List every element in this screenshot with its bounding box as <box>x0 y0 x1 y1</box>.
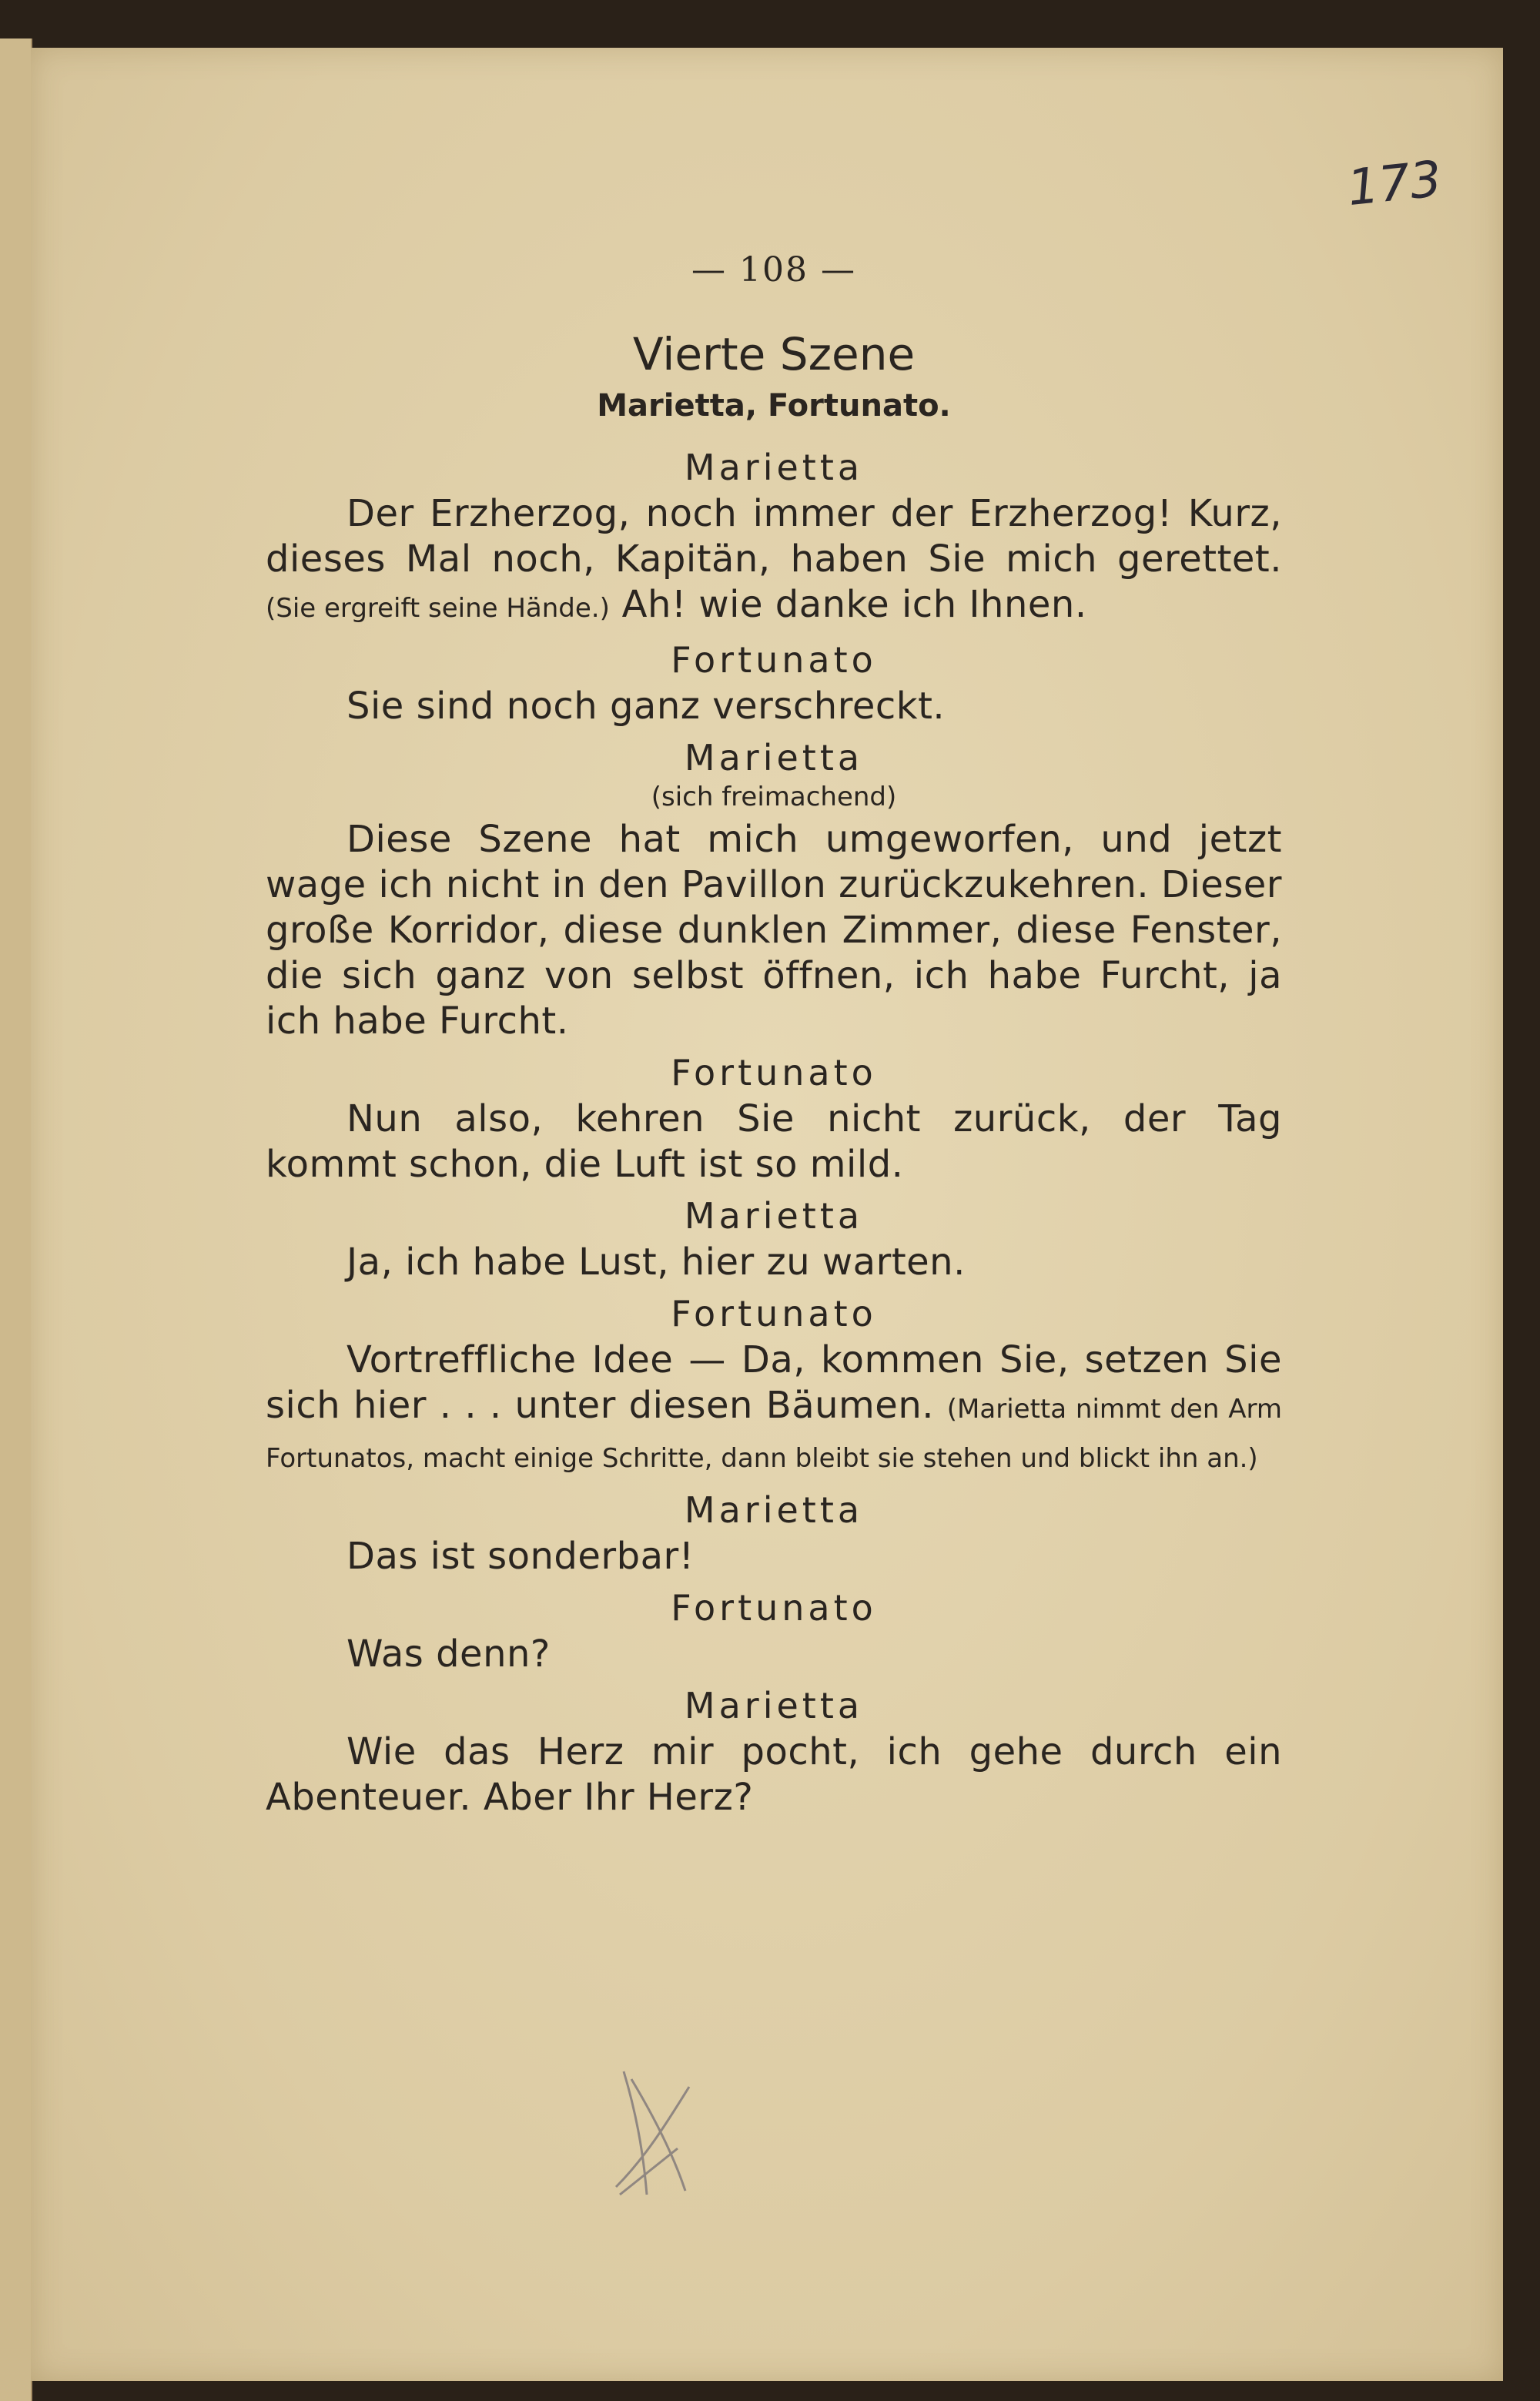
speech-text <box>266 684 1282 729</box>
speaker-name: Fortunato <box>671 639 877 681</box>
folio-number: 173 <box>1344 150 1445 218</box>
speech-text <box>266 1338 1282 1482</box>
speech-text <box>266 1632 1282 1677</box>
speech-segment: Diese Szene hat mich umgeworfen, und jetzt wage ich nicht in den Pavillon zurückzukehren. Dieser große Korridor, diese dunklen Zimmer, diese Fenster, die sich ganz von selbst öffnen, ich habe Furcht, ja ich habe Furcht. <box>266 818 1282 1043</box>
speech-text <box>266 491 1282 631</box>
dialogue <box>266 447 1282 1820</box>
speech-segment: Ja, ich habe Lust, hier zu warten. <box>346 1241 966 1284</box>
speech-segment: Nun also, kehren Sie nicht zurück, der Tag kommt schon, die Luft ist so mild. <box>266 1097 1282 1186</box>
speech-segment: Was denn? <box>346 1632 551 1676</box>
speech-segment: Sie sind noch ganz verschreckt. <box>346 685 946 728</box>
speaker-name: Fortunato <box>671 1587 877 1629</box>
speaker-name: Marietta <box>684 1195 864 1237</box>
speech-text <box>266 1240 1282 1285</box>
handwritten-mark <box>601 2064 708 2202</box>
speech-segment: Vortreffliche Idee — Da, kommen Sie, setzen Sie sich hier . . . unter diesen Bäumen. <box>266 1338 1282 1427</box>
speaker-name: Marietta <box>684 1685 864 1726</box>
speaker-name: Fortunato <box>671 1293 877 1334</box>
stage-direction: (Sie ergreift seine Hände.) <box>266 593 610 624</box>
speaker-name: Marietta <box>684 737 864 779</box>
speech-segment: Ah! wie danke ich Ihnen. <box>609 583 1087 626</box>
scene-cast: Marietta, Fortunato. <box>597 388 951 424</box>
speaker-name: Marietta <box>684 1489 864 1531</box>
speaker-name: Fortunato <box>671 1052 877 1093</box>
stage-direction: (sich freimachend) <box>651 782 897 812</box>
speech-text <box>266 1097 1282 1187</box>
speech-text <box>266 1534 1282 1579</box>
speech-segment: Wie das Herz mir pocht, ich gehe durch ein Abenteuer. Aber Ihr Herz? <box>266 1730 1282 1819</box>
page-number: — 108 — <box>691 250 856 290</box>
page-text <box>266 250 1282 1820</box>
stage-direction: (Marietta nimmt den Arm Fortunatos, macht einige Schritte, dann bleibt sie stehen und blickt ihn an.) <box>266 1394 1282 1474</box>
scene-title: Vierte Szene <box>632 328 916 380</box>
speech-segment: Das ist sonderbar! <box>346 1535 695 1578</box>
speaker-name: Marietta <box>684 447 864 488</box>
speech-text <box>266 1730 1282 1820</box>
speech-text <box>266 817 1282 1044</box>
speech-segment: Der Erzherzog, noch immer der Erzherzog! Kurz, dieses Mal noch, Kapitän, haben Sie mich gerettet. <box>266 492 1282 581</box>
book-gutter <box>0 39 32 2401</box>
